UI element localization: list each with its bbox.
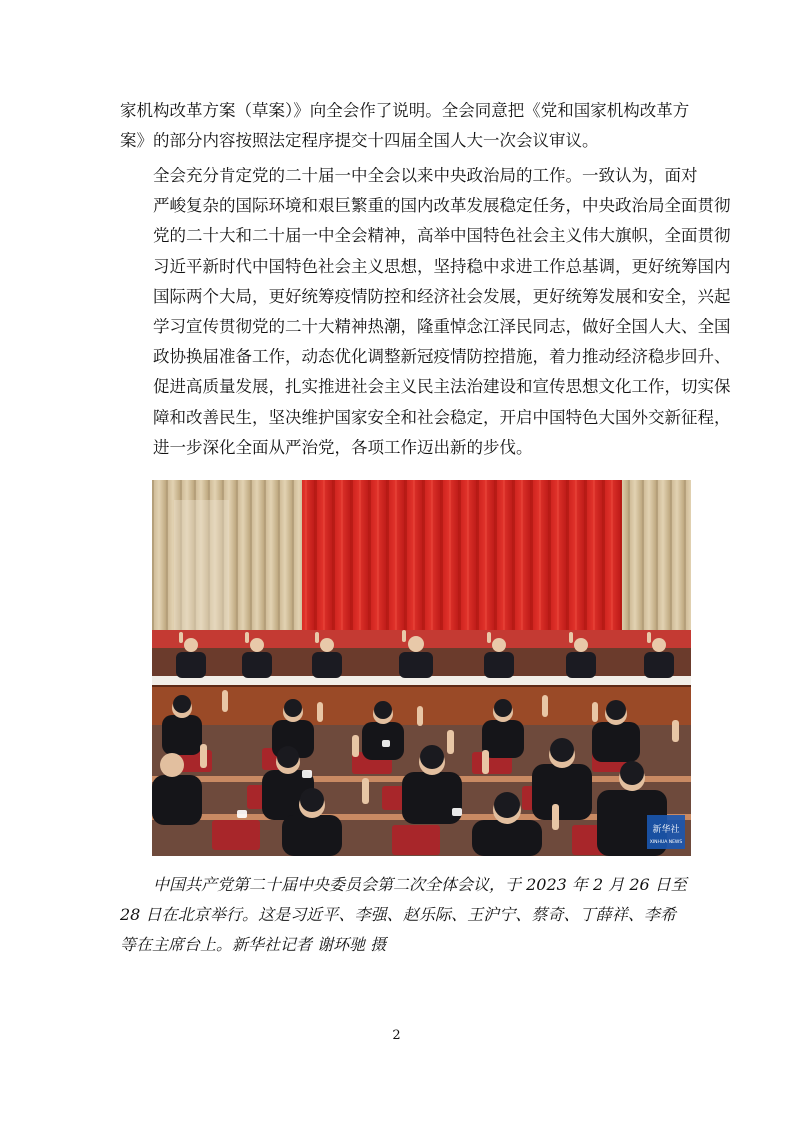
- text-line: 政协换届准备工作，动态优化调整新冠疫情防控措施，着力推动经济稳步回升、: [153, 347, 731, 367]
- text-line: 全会充分肯定党的二十届一中全会以来中央政治局的工作。一致认为，面对: [153, 166, 698, 185]
- text-line: 案》的部分内容按照法定程序提交十四届全国人大一次会议审议。: [120, 131, 599, 151]
- text-line: 严峻复杂的国际环境和艰巨繁重的国内改革发展稳定任务，中央政治局全面贯彻: [153, 196, 731, 216]
- caption-line: 28 日在北京举行。这是习近平、李强、赵乐际、王沪宁、蔡奇、丁薛祥、李希: [120, 905, 676, 924]
- watermark-text: 新华社: [652, 825, 680, 835]
- plenary-session-photo: [152, 480, 691, 856]
- text-line: 障和改善民生，坚决维护国家安全和社会稳定，开启中国特色大国外交新征程，: [153, 407, 731, 427]
- text-line: 进一步深化全面从严治党，各项工作迈出新的步伐。: [153, 437, 533, 457]
- xinhua-watermark: [647, 815, 685, 849]
- caption-line: 中国共产党第二十届中央委员会第二次全体会议，于 2023 年 2 月 26 日至: [153, 875, 687, 894]
- photo-caption: [120, 870, 687, 960]
- watermark-subtext: XINHUA NEWS: [649, 840, 683, 845]
- text-line: 家机构改革方案（草案）》向全会作了说明。全会同意把《党和国家机构改革方: [120, 101, 690, 120]
- paragraph-continued: [120, 96, 690, 156]
- red-curtain: [302, 480, 622, 632]
- text-line: 党的二十大和二十届一中全会精神，高举中国特色社会主义伟大旗帜，全面贯彻: [153, 226, 731, 246]
- text-line: 国际两个大局，更好统筹疫情防控和经济社会发展，更好统筹发展和安全，兴起: [153, 286, 731, 306]
- paragraph-plenum-summary: [120, 161, 731, 463]
- text-line: 习近平新时代中国特色社会主义思想，坚持稳中求进工作总基调，更好统筹国内: [153, 256, 731, 276]
- text-line: 促进高质量发展，扎实推进社会主义民主法治建设和宣传思想文化工作，切实保: [153, 377, 731, 397]
- caption-line: 等在主席台上。新华社记者 谢环驰 摄: [120, 935, 387, 954]
- page-number: 2: [392, 1028, 401, 1043]
- text-line: 学习宣传贯彻党的二十大精神热潮，隆重悼念江泽民同志，做好全国人大、全国: [153, 317, 731, 337]
